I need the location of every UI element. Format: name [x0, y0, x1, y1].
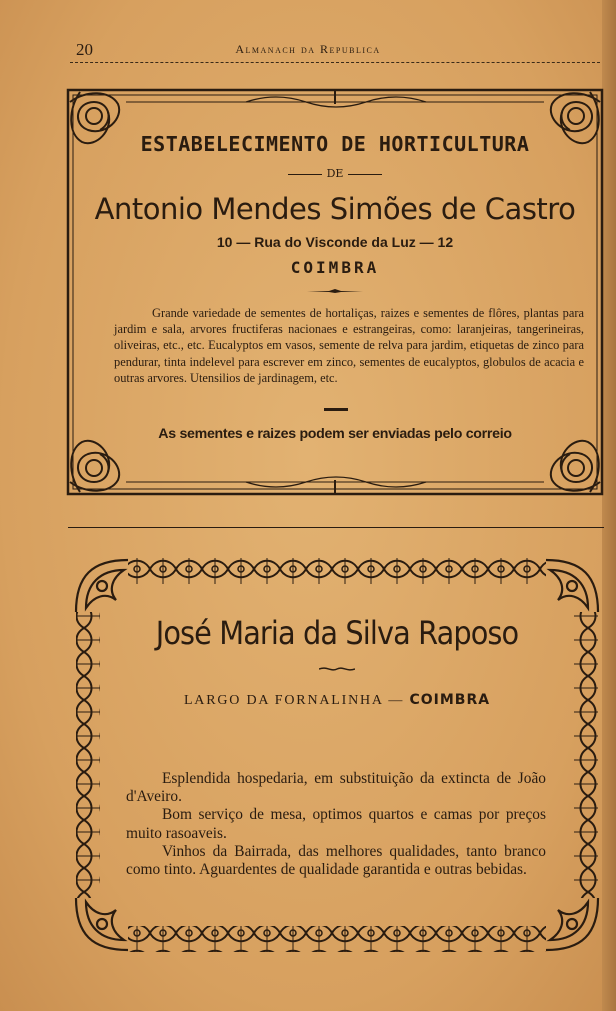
ad1-ornament	[307, 289, 363, 293]
ad2-street: LARGO DA FORNALINHA —	[183, 693, 405, 708]
ad2-paragraph: Esplendida hospedaria, em substituição da extincta de João d'Aveiro.	[126, 770, 546, 806]
ad2-paragraph: Vinhos da Bairrada, das melhores qualidades, tanto branco como tinto. Aguardentes de qualidade garantida e outras bebidas.	[126, 842, 546, 879]
page-header	[0, 38, 616, 64]
page-number: 20	[76, 40, 93, 59]
section-divider	[68, 527, 604, 528]
ad1-de: DE	[66, 167, 604, 180]
ad2-proprietor-name: José Maria da Silva Raposo	[155, 614, 519, 652]
ad1-city: COIMBRA	[290, 258, 380, 277]
ad1-separator	[324, 408, 348, 411]
ad1-proprietor-name: Antonio Mendes Simões de Castro	[94, 192, 576, 226]
header-rule	[70, 62, 600, 63]
ad2-ornament	[319, 666, 355, 672]
ad2-city: COIMBRA	[409, 692, 491, 708]
page-edge	[602, 0, 616, 1011]
ad2-address	[72, 692, 602, 709]
ad1-body-text: Grande variedade de sementes de hortaliças, raizes e sementes de flôres, plantas para jardim e sala, arvores fructiferas nacionaes e estrangeiras, como: laranjeiras, tangerineiras, oliveiras, etc., etc. Eucalyptos em vasos, semente de relva para jardim, etiquetas de zinco para pendurar, tinta indelevel para escrever em zinco, sementes de eucalyptos, globulos de acacia e outras arvores. Utensilios de jardinagem, etc.	[114, 306, 584, 385]
hospedaria-advertisement	[72, 556, 602, 954]
ad1-title: ESTABELECIMENTO DE HORTICULTURA	[140, 132, 530, 156]
corner-scroll-tl	[76, 560, 128, 612]
ad2-body-text	[126, 770, 546, 879]
ad2-paragraph: Bom serviço de mesa, optimos quartos e camas por preços muito rasoaveis.	[126, 806, 546, 842]
horticulture-advertisement	[66, 88, 604, 496]
ad1-slogan: As sementes e raizes podem ser enviadas pelo correio	[158, 426, 512, 442]
ad1-address: 10 — Rua do Visconde da Luz — 12	[216, 234, 454, 250]
running-title: Almanach da Republica	[235, 42, 381, 56]
